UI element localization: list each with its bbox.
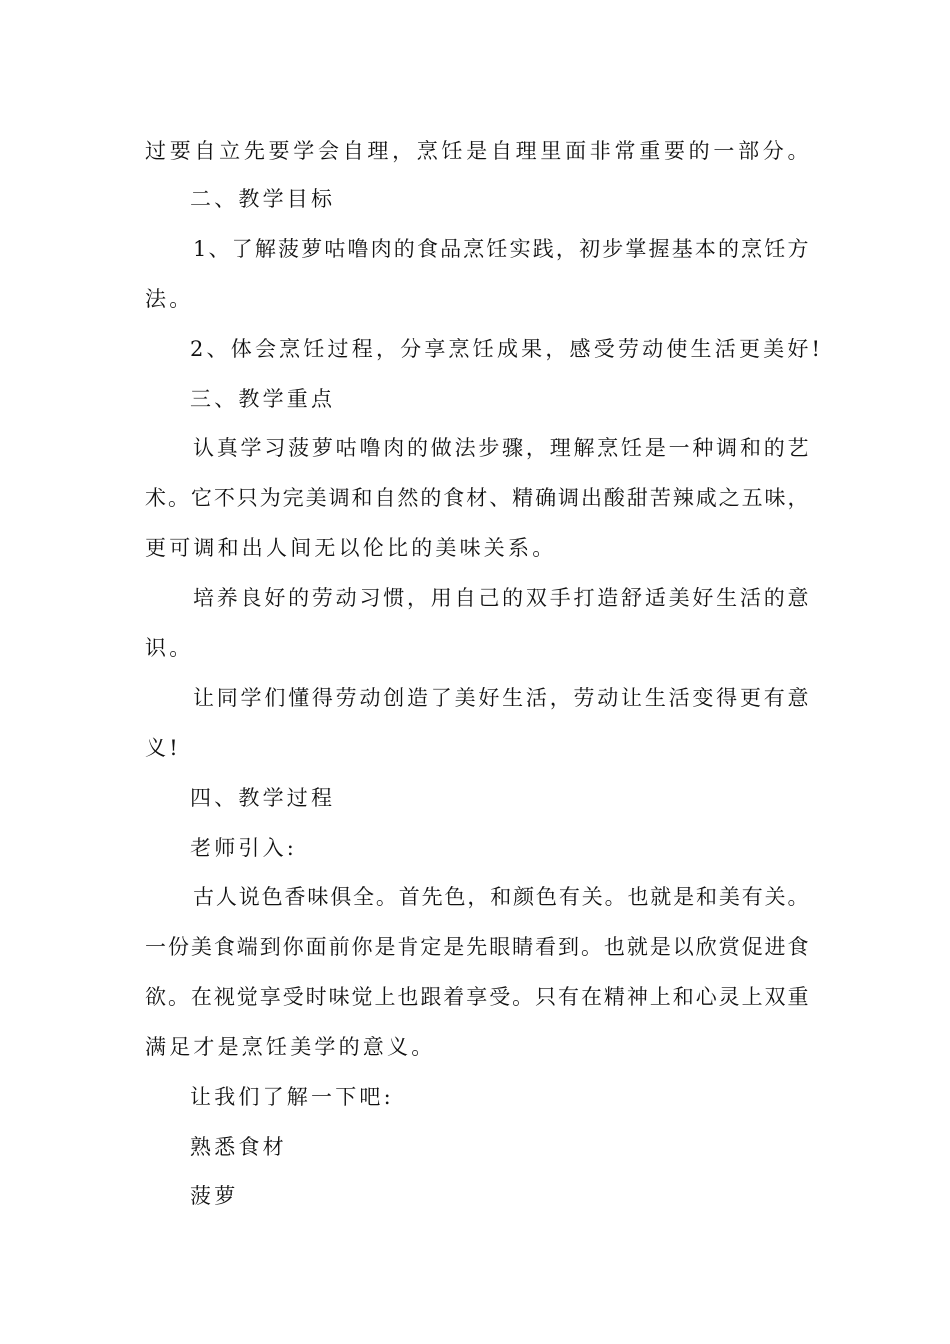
- section-heading: 三、教学重点: [190, 387, 336, 411]
- text-line: 法。: [145, 287, 194, 311]
- text-line: 老师引入:: [190, 836, 298, 860]
- section-heading: 二、教学目标: [190, 187, 336, 211]
- text-line: 菠萝: [190, 1184, 239, 1208]
- text-line: 让同学们懂得劳动创造了美好生活，劳动让生活变得更有意: [193, 686, 810, 710]
- text-line: 培养良好的劳动习惯，用自己的双手打造舒适美好生活的意: [193, 586, 810, 610]
- section-heading: 四、教学过程: [190, 786, 336, 810]
- text-line: 让我们了解一下吧:: [190, 1085, 394, 1109]
- text-line: 古人说色香味俱全。首先色，和颜色有关。也就是和美有关。: [193, 885, 810, 909]
- text-line: 1、了解菠萝咕噜肉的食品烹饪实践，初步掌握基本的烹饪方: [193, 237, 810, 261]
- text-line: 术。它不只为完美调和自然的食材、精确调出酸甜苦辣咸之五味，: [145, 486, 810, 510]
- text-line: 熟悉食材: [190, 1135, 287, 1159]
- text-line: 认真学习菠萝咕噜肉的做法步骤，理解烹饪是一种调和的艺: [193, 436, 810, 460]
- text-line: 过要自立先要学会自理，烹饪是自理里面非常重要的一部分。: [145, 139, 810, 163]
- text-line: 2、体会烹饪过程，分享烹饪成果，感受劳动使生活更美好!: [190, 337, 824, 361]
- text-line: 欲。在视觉享受时味觉上也跟着享受。只有在精神上和心灵上双重: [145, 985, 810, 1009]
- text-line: 满足才是烹饪美学的意义。: [145, 1035, 436, 1059]
- text-line: 更可调和出人间无以伦比的美味关系。: [145, 536, 557, 560]
- text-line: 一份美食端到你面前你是肯定是先眼睛看到。也就是以欣赏促进食: [145, 935, 810, 959]
- text-line: 义!: [145, 736, 181, 760]
- text-line: 识。: [145, 636, 194, 660]
